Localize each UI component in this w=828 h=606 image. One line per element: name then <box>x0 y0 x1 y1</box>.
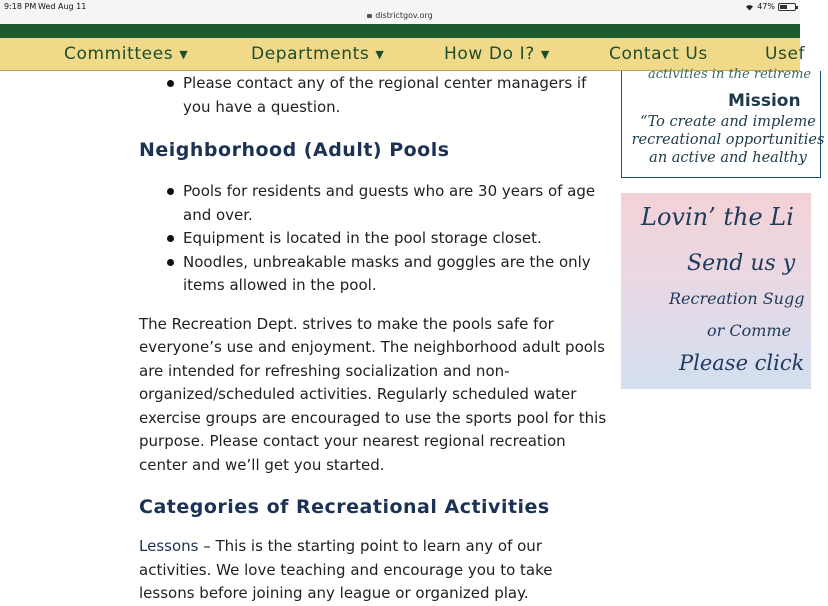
section-heading-pools: Neighborhood (Adult) Pools <box>139 139 450 161</box>
mission-box <box>621 67 825 178</box>
mission-quote-line: “To create and impleme <box>640 114 816 130</box>
status-date: Wed Aug 11 <box>38 2 87 11</box>
battery-percent: 47% <box>757 2 775 11</box>
status-bar <box>0 0 800 24</box>
main-content <box>139 72 609 606</box>
mission-quote-line: an active and healthy <box>649 150 807 166</box>
chevron-down-icon: ▼ <box>179 48 189 61</box>
lock-icon <box>367 14 372 18</box>
bullet-list <box>139 180 609 298</box>
nav-how-do-i[interactable] <box>444 44 550 64</box>
nav-label: Departments <box>251 44 370 64</box>
wifi-icon <box>745 4 754 10</box>
address-bar[interactable] <box>0 11 800 20</box>
chevron-down-icon: ▼ <box>540 48 550 61</box>
list-item: Equipment is located in the pool storage closet. <box>139 227 609 251</box>
mission-quote <box>628 113 828 167</box>
nav-label: Contact Us <box>609 44 708 64</box>
status-indicators <box>745 2 796 11</box>
promo-line: Send us y <box>687 251 796 276</box>
lessons-label: Lessons <box>139 537 199 555</box>
nav-departments[interactable] <box>251 44 384 64</box>
address-url: districtgov.org <box>375 11 433 20</box>
promo-headline: Lovin’ the Li <box>641 203 794 231</box>
promo-line: Recreation Sugg <box>669 289 805 308</box>
nav-committees[interactable] <box>64 44 188 64</box>
nav-label: Usef <box>765 44 806 64</box>
nav-useful[interactable] <box>765 44 805 64</box>
promo-cta: Please click <box>679 351 805 375</box>
lessons-paragraph <box>139 535 609 606</box>
lessons-text: – This is the starting point to learn any of our activities. We love teaching and encourage you to take lessons before joining any league or organized play. <box>139 537 553 602</box>
site-header-band <box>0 24 800 38</box>
mission-intro-text: activities in the retireme <box>648 67 812 82</box>
pools-paragraph: The Recreation Dept. strives to make the pools safe for everyone’s use and enjoyment. The neighborhood adult pools are intended for refreshing socialization and non-organized/scheduled activities. Regularly scheduled water exercise groups are encouraged to use the sports pool for this purpose. Please contact your nearest regional recreation center and we’ll get you started. <box>139 314 607 474</box>
suggestion-banner[interactable] <box>621 193 811 389</box>
chevron-down-icon: ▼ <box>375 48 385 61</box>
list-item: Pools for residents and guests who are 30 years of age and over. <box>139 180 609 227</box>
bullet-list <box>139 72 609 119</box>
mission-title: Mission <box>728 91 801 111</box>
promo-line: or Comme <box>707 321 792 340</box>
mission-quote-line: recreational opportunities <box>631 132 825 148</box>
nav-contact-us[interactable] <box>609 44 708 64</box>
list-item: Please contact any of the regional center managers if you have a question. <box>139 72 609 119</box>
battery-icon <box>778 3 796 11</box>
nav-label: Committees <box>64 44 174 64</box>
section-heading-categories: Categories of Recreational Activities <box>139 496 550 518</box>
status-time: 9:18 PM <box>4 2 37 11</box>
nav-label: How Do I? <box>444 44 535 64</box>
list-item: Noodles, unbreakable masks and goggles are the only items allowed in the pool. <box>139 251 609 298</box>
